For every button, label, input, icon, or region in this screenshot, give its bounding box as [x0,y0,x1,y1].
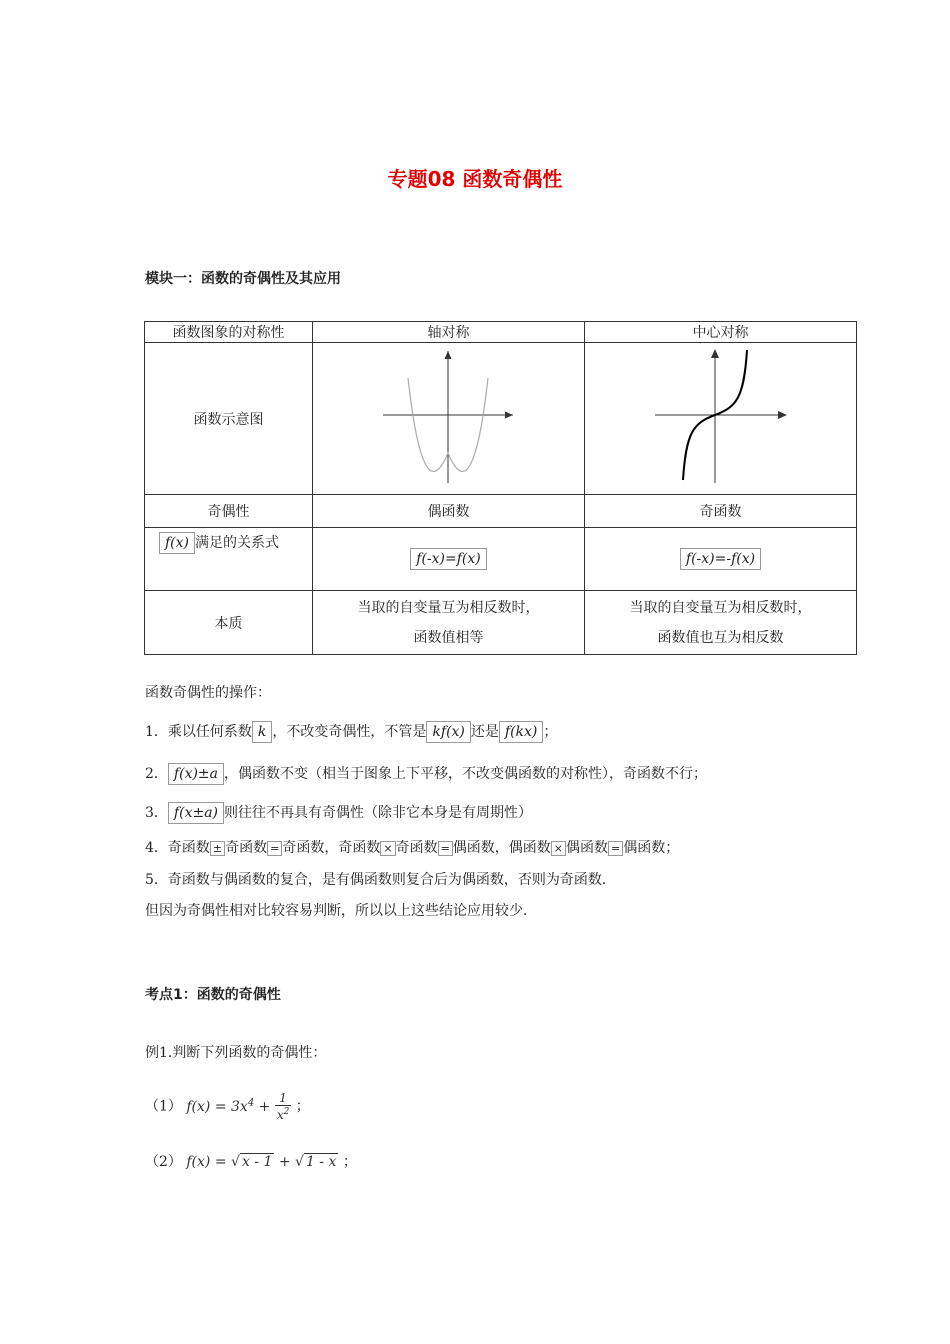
plus-minus-symbol: ± [210,841,225,856]
item3-text-b: 则往往不再具有奇偶性（除非它本身是有周期性） [224,805,532,821]
essence-odd-line1: 当取的自变量互为相反数时， [629,599,812,616]
item4-text-7: 偶函数； [623,840,680,856]
x-axis-arrow [505,412,513,419]
operation-item-1 [145,721,557,743]
sqrt-symbol-1: √ [231,1154,240,1170]
operation-item-2 [145,763,707,785]
item3-text-a: 3． [145,805,168,821]
kfx-formula-box: kf(x) [426,721,470,743]
parity-odd: 奇函数 [585,495,857,528]
example-intro: 例1.判断下列函数的奇偶性： [145,1045,327,1061]
module-heading: 模块一：函数的奇偶性及其应用 [145,271,341,287]
fkx-formula-box: f(kx) [499,721,543,743]
item1-text-d: ； [543,724,558,740]
odd-relation-formula: f(-x)=-f(x) [680,548,761,570]
q2-lhs: f(x) = [186,1154,227,1170]
item4-text-2: 奇函数 [225,840,268,856]
q2-formula [186,1153,342,1170]
q1-den-exponent: 2 [283,1106,290,1117]
odd-diagram-cell [585,343,857,495]
y-axis-arrow [711,349,719,358]
table-row-relation [145,528,857,591]
q2-radicand-1: x - 1 [241,1154,273,1170]
operations-note: 但因为奇偶性相对比较容易判断，所以以上这些结论应用较少． [145,903,537,919]
operation-item-4 [145,838,679,858]
diagram-label: 函数示意图 [145,343,313,495]
q1-end: ； [295,1098,310,1115]
relation-label-text: 满足的关系式 [195,535,280,551]
header-cell-axis: 轴对称 [313,322,585,343]
item4-text-6: 偶函数 [566,840,609,856]
equals-symbol: = [608,841,623,856]
q1-denominator [275,1106,292,1122]
odd-function-graph [585,343,856,490]
q1-label: （1） [145,1098,182,1115]
essence-odd-line2: 函数值也互为相反数 [657,629,784,646]
x-axis-arrow [778,411,787,419]
parity-even: 偶函数 [313,495,585,528]
q1-exponent: 4 [247,1097,255,1108]
essence-even-cell [313,591,585,655]
fx-formula-box: f(x) [159,532,195,554]
relation-odd-cell [585,528,857,591]
operations-intro: 函数奇偶性的操作： [145,685,271,701]
times-symbol: × [551,841,566,856]
q1-plus: + [258,1098,271,1115]
q2-plus: + [278,1154,291,1170]
operation-item-3 [145,802,532,824]
example-question-1 [145,1080,310,1130]
example-question-2 [145,1152,357,1172]
parity-label: 奇偶性 [145,495,313,528]
sqrt-symbol-2: √ [295,1154,304,1170]
q1-den-base: x [276,1107,284,1122]
table-row-parity [145,495,857,528]
item4-text-5: 偶函数，偶函数 [452,840,551,856]
item4-text-4: 奇函数 [395,840,438,856]
q2-radicand-2: 1 - x [305,1154,337,1170]
equals-symbol: = [267,841,282,856]
page-title: 专题08 函数奇偶性 [387,167,563,191]
q1-formula [186,1090,295,1122]
operation-item-5: 5．奇函数与偶函数的复合，是有偶函数则复合后为偶函数，否则为奇函数． [145,872,616,888]
y-axis-arrow [445,351,452,359]
q1-numerator: 1 [275,1092,292,1106]
fx-shift-formula-box: f(x±a) [168,802,224,824]
even-function-graph [313,343,584,490]
q2-label: （2） [145,1154,182,1170]
even-relation-formula: f(-x)=f(x) [410,548,486,570]
essence-label: 本质 [145,591,313,655]
essence-even-line2: 函数值相等 [413,629,484,646]
header-cell-center: 中心对称 [585,322,857,343]
k-formula-box: k [252,721,272,743]
table-row-essence [145,591,857,655]
header-cell-symmetry: 函数图象的对称性 [145,322,313,343]
item1-text-b: ，不改变奇偶性，不管是 [272,724,427,740]
fx-plus-a-formula-box: f(x)±a [168,763,224,785]
q2-end: ； [342,1154,357,1170]
relation-label-cell [145,528,313,591]
item2-text-a: 2． [145,766,168,782]
item4-text-3: 奇函数，奇函数 [282,840,381,856]
table-row-diagram [145,343,857,495]
even-diagram-cell [313,343,585,495]
item2-text-b: ，偶函数不变（相当于图象上下平移，不改变偶函数的对称性），奇函数不行； [224,766,707,782]
item4-text-1: 4．奇函数 [145,840,210,856]
item1-text-a: 1．乘以任何系数 [145,724,252,740]
item1-text-c: 还是 [470,724,499,740]
table-header-row [145,322,857,343]
q1-lhs: f(x) = 3x [186,1098,248,1115]
essence-odd-cell [585,591,857,655]
relation-even-cell [313,528,585,591]
kaodian-heading: 考点1：函数的奇偶性 [145,987,281,1003]
essence-even-line1: 当取的自变量互为相反数时， [357,599,540,616]
equals-symbol: = [438,841,453,856]
times-symbol: × [380,841,395,856]
q1-fraction [275,1092,292,1122]
symmetry-table [144,321,857,655]
